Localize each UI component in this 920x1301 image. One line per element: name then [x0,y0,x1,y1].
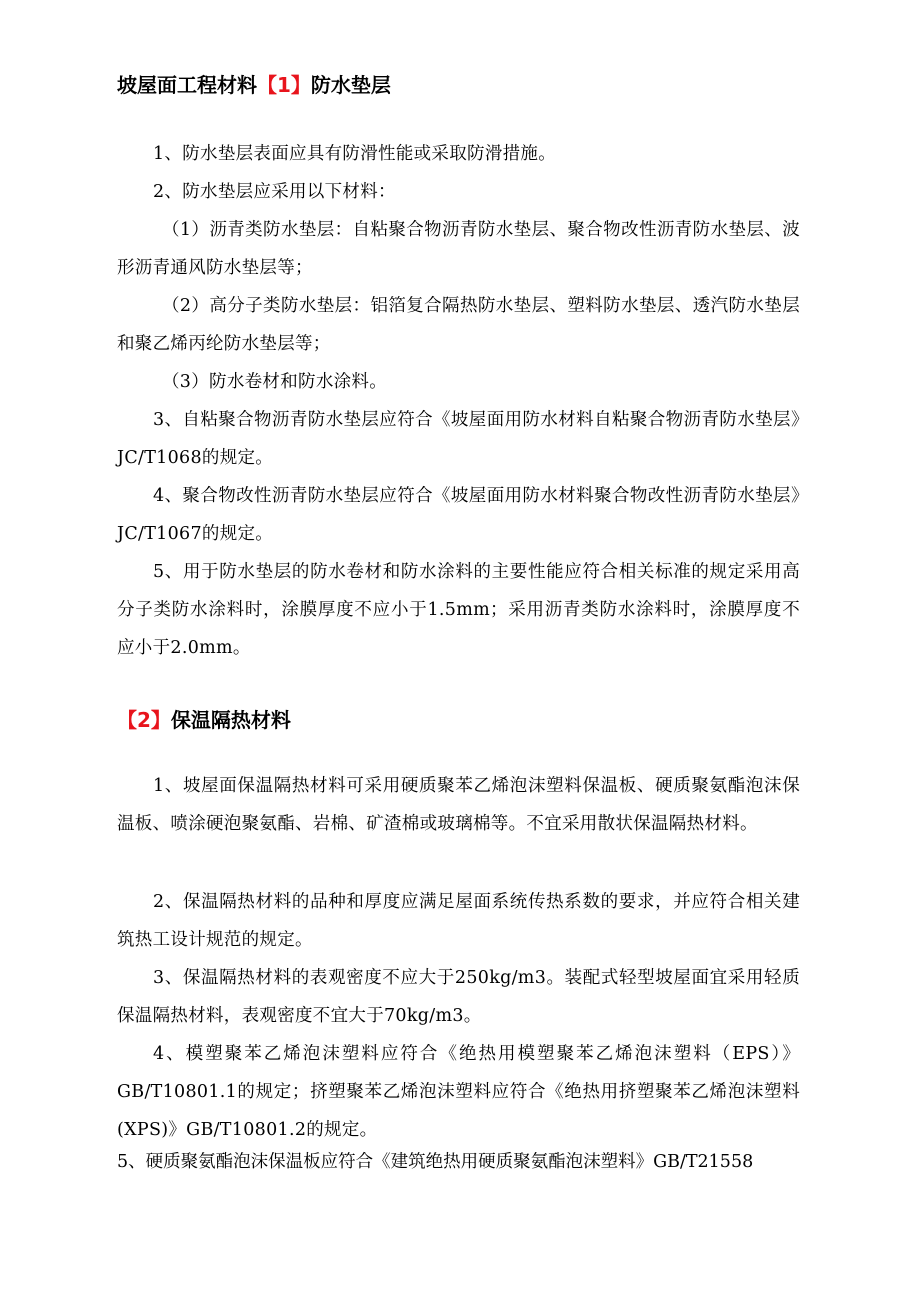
section-1-paragraph-7: 4、聚合物改性沥青防水垫层应符合《坡屋面用防水材料聚合物改性沥青防水垫层》JC/T1067的规定。 [117,486,800,544]
section-2-paragraph-5: 5、硬质聚氨酯泡沫保温板应符合《建筑绝热用硬质聚氨酯泡沫塑料》GB/T21558 [117,1152,754,1172]
section-1-heading [117,71,391,99]
section-1-paragraph-3: （1）沥青类防水垫层：自粘聚合物沥青防水垫层、聚合物改性沥青防水垫层、波形沥青通风防水垫层等； [117,220,800,278]
section-1-paragraph-8: 5、用于防水垫层的防水卷材和防水涂料的主要性能应符合相关标准的规定采用高分子类防水涂料时，涂膜厚度不应小于1.5mm；采用沥青类防水涂料时，涂膜厚度不应小于2.0mm。 [117,562,800,658]
section-1-paragraph-5: （3）防水卷材和防水涂料。 [162,372,388,392]
section-1-title-prefix: 坡屋面工程材料 [117,73,257,97]
section-2-title: 保温隔热材料 [170,708,291,732]
section-1-title-suffix: 防水垫层 [310,73,391,97]
section-2-marker: 【2】 [117,708,171,732]
section-2-paragraph-4: 4、模塑聚苯乙烯泡沫塑料应符合《绝热用模塑聚苯乙烯泡沫塑料（EPS）》GB/T10801.1的规定；挤塑聚苯乙烯泡沫塑料应符合《绝热用挤塑聚苯乙烯泡沫塑料(XPS)》GB/T10801.2的规定。 [117,1044,800,1140]
section-2-paragraph-2: 2、保温隔热材料的品种和厚度应满足屋面系统传热系数的要求，并应符合相关建筑热工设计规范的规定。 [117,892,800,950]
section-2-heading [117,706,291,734]
section-1-marker: 【1】 [257,73,311,97]
section-2-paragraph-1: 1、坡屋面保温隔热材料可采用硬质聚苯乙烯泡沫塑料保温板、硬质聚氨酯泡沫保温板、喷涂硬泡聚氨酯、岩棉、矿渣棉或玻璃棉等。不宜采用散状保温隔热材料。 [117,776,800,834]
section-1-paragraph-6: 3、自粘聚合物沥青防水垫层应符合《坡屋面用防水材料自粘聚合物沥青防水垫层》JC/T1068的规定。 [117,410,800,468]
section-1-paragraph-4: （2）高分子类防水垫层：铝箔复合隔热防水垫层、塑料防水垫层、透汽防水垫层和聚乙烯丙纶防水垫层等； [117,296,800,354]
section-2-paragraph-3: 3、保温隔热材料的表观密度不应大于250kg/m3。装配式轻型坡屋面宜采用轻质保温隔热材料，表观密度不宜大于70kg/m3。 [117,968,800,1026]
section-1-paragraph-2: 2、防水垫层应采用以下材料： [153,182,396,202]
section-1-paragraph-1: 1、防水垫层表面应具有防滑性能或采取防滑措施。 [153,144,557,164]
